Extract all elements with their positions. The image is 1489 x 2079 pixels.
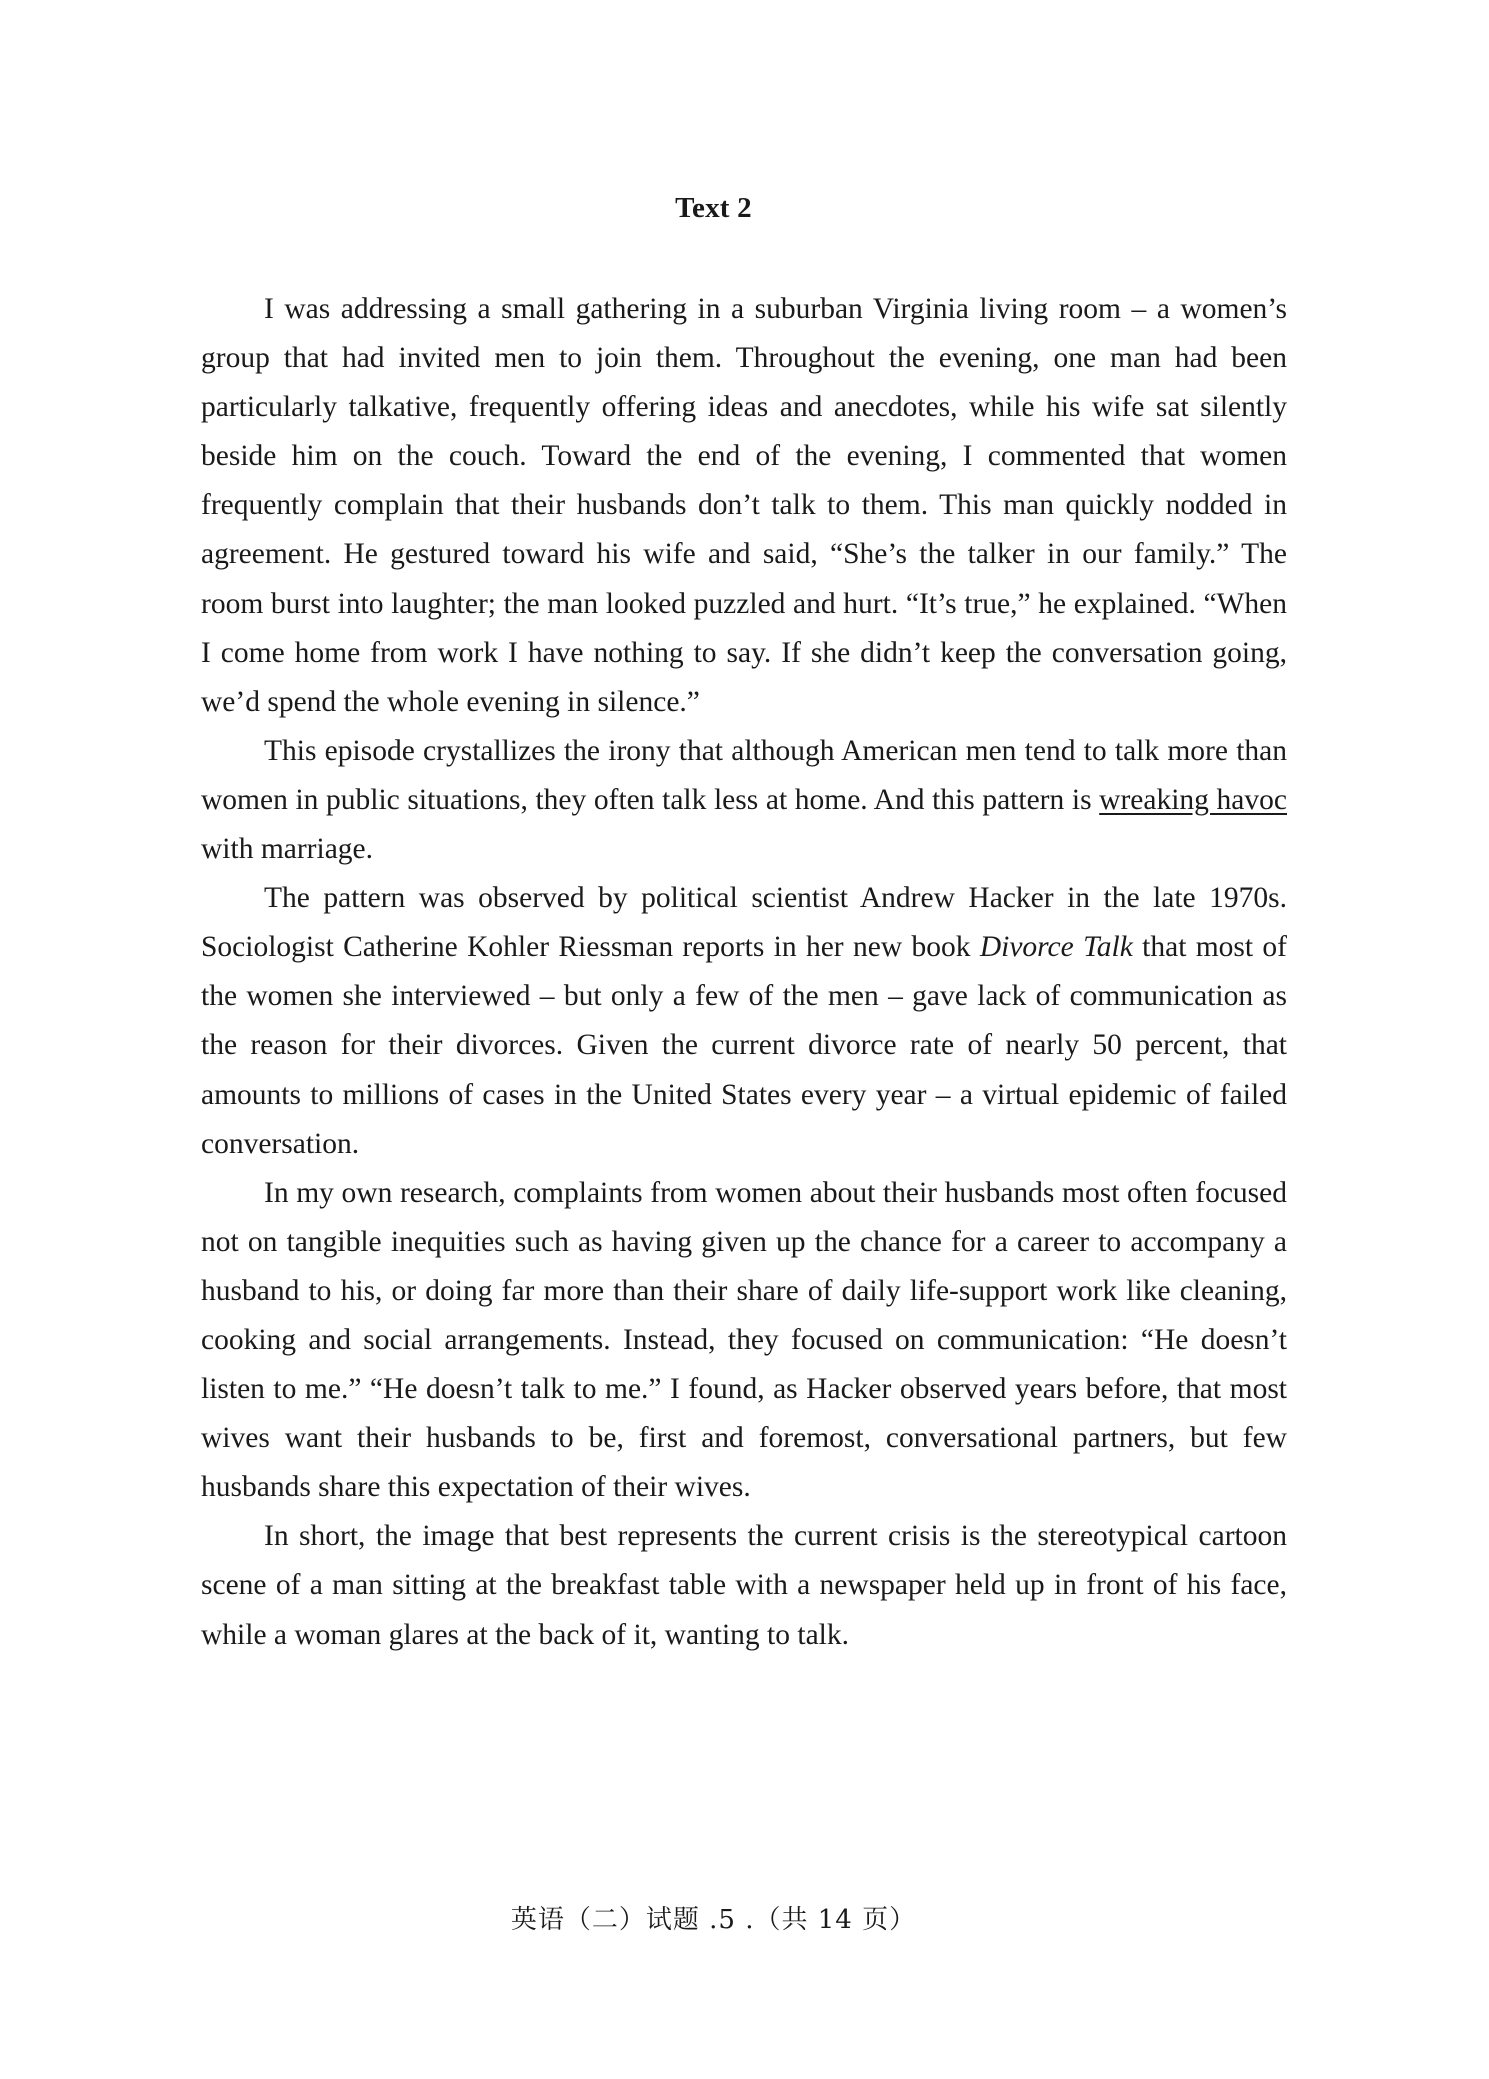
paragraph-2 [201, 727, 1287, 874]
book-title: Divorce Talk [979, 931, 1133, 964]
paragraph-3-text-end: that most of the women she interviewed – but only a few of the men – gave lack of communication as the reason for their divorces. Given the current divorce rate of nearly 50 percent, that amounts to millions of cases in the United States every year – a virtual epidemic of failed conversation. [201, 931, 1288, 1160]
paragraph-5: In short, the image that best represents the current crisis is the stereotypical cartoon scene of a man sitting at the breakfast table with a newspaper held up in front of his face, while a woman glares at the back of it, wanting to talk. [201, 1520, 1287, 1651]
passage-title: Text 2 [675, 192, 752, 224]
paragraph-2-text-end: with marriage. [201, 833, 374, 866]
paragraph-3-text-start: The pattern was observed by political scientist Andrew Hacker in the late 1970s. Sociologist Catherine Kohler Riessman reports in her new book [201, 882, 1287, 964]
paragraph-2-text-start: This episode crystallizes the irony that although American men tend to talk more than women in public situations, they often talk less at home. And this pattern is [201, 734, 1287, 816]
page-footer: 英语（二）试题 .5 .（共 14 页） [510, 1905, 917, 1935]
paragraph-4: In my own research, complaints from women about their husbands most often focused not on tangible inequities such as having given up the chance for a career to accompany a husband to his, or doing far more than their share of daily life-support work like cleaning, cooking and social arrangements. Instead, they focused on communication: “He doesn’t listen to me.” “He doesn’t talk to me.” I found, as Hacker observed years before, that most wives want their husbands to be, first and foremost, conversational partners, but few husbands share this expectation of their wives. [201, 1176, 1287, 1504]
paragraph-1: I was addressing a small gathering in a suburban Virginia living room – a women’s group that had invited men to join them. Throughout the evening, one man had been particularly talkative, frequently offering ideas and anecdotes, while his wife sat silently beside him on the couch. Toward the end of the evening, I commented that women frequently complain that their husbands don’t talk to them. This man quickly nodded in agreement. He gestured toward his wife and said, “She’s the talker in our family.” The room burst into laughter; the man looked puzzled and hurt. “It’s true,” he explained. “When I come home from work I have nothing to say. If she didn’t keep the conversation going, we’d spend the whole evening in silence.” [201, 293, 1287, 718]
passage-body [201, 285, 1287, 1660]
paragraph-3 [201, 874, 1287, 1169]
underlined-phrase: wreaking havoc [1099, 783, 1287, 816]
